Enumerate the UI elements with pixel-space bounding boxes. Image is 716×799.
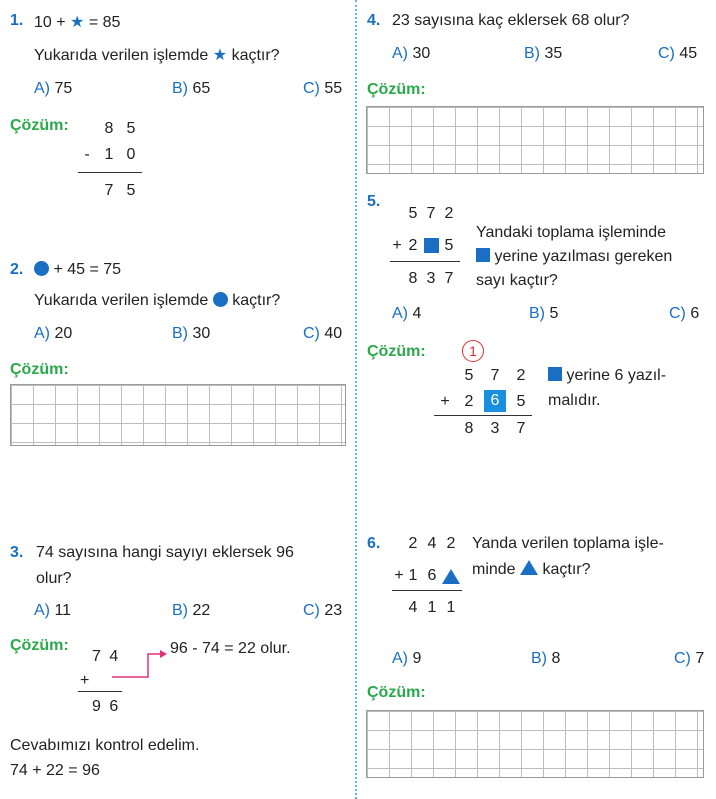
question-prompt bbox=[34, 45, 280, 65]
solution-note: 96 - 74 = 22 olur. bbox=[170, 640, 291, 657]
star-icon: ★ bbox=[212, 47, 228, 64]
question-number: 1. bbox=[10, 12, 24, 29]
solution-label: Çözüm: bbox=[367, 343, 426, 360]
digit: 5 bbox=[126, 182, 136, 199]
solution-label: Çözüm: bbox=[10, 361, 69, 378]
digit: 2 bbox=[446, 535, 456, 552]
digit: 6 bbox=[427, 567, 437, 584]
star-icon: ★ bbox=[70, 14, 85, 31]
sum-line bbox=[392, 590, 462, 591]
digit: 4 bbox=[427, 535, 437, 552]
plus-sign: + bbox=[394, 567, 404, 584]
question-number: 3. bbox=[10, 544, 24, 561]
digit: 0 bbox=[126, 146, 136, 163]
answer-grid[interactable] bbox=[366, 106, 704, 174]
option-b[interactable]: B) 8 bbox=[531, 650, 561, 667]
prompt-text: minde bbox=[472, 561, 516, 578]
question-prompt: 23 sayısına kaç eklersek 68 olur? bbox=[392, 12, 630, 29]
arrow-connector bbox=[108, 648, 168, 684]
option-c[interactable]: C) 7 bbox=[674, 650, 705, 667]
prompt-line bbox=[472, 560, 591, 579]
addend-top: 7 4 bbox=[92, 648, 121, 665]
digit: 7 bbox=[516, 420, 526, 437]
option-c[interactable]: C) 55 bbox=[303, 80, 343, 97]
option-a[interactable]: A) 75 bbox=[34, 80, 73, 97]
square-icon bbox=[548, 367, 562, 381]
prompt-line bbox=[476, 248, 672, 266]
option-c[interactable]: C) 23 bbox=[303, 602, 343, 619]
plus-sign: + bbox=[440, 393, 450, 410]
sum-line bbox=[78, 172, 142, 173]
digit: 3 bbox=[426, 270, 436, 287]
prompt-line: olur? bbox=[36, 570, 72, 587]
solution-label: Çözüm: bbox=[10, 637, 69, 654]
prompt-text: yerine yazılması gereken bbox=[494, 248, 673, 265]
sum-line bbox=[78, 691, 122, 692]
digit: 5 bbox=[444, 237, 454, 254]
option-a[interactable]: A) 30 bbox=[392, 45, 431, 62]
question-equation bbox=[34, 12, 120, 32]
column-divider bbox=[355, 0, 357, 799]
digit: 7 bbox=[104, 182, 114, 199]
equation-right: + 45 = 75 bbox=[53, 261, 122, 278]
prompt-text: kaçtır? bbox=[232, 292, 281, 309]
answer-grid[interactable] bbox=[366, 710, 704, 778]
question-equation bbox=[34, 261, 121, 279]
digit: 2 bbox=[408, 237, 418, 254]
digit: 8 bbox=[408, 270, 418, 287]
option-c[interactable]: C) 40 bbox=[303, 325, 343, 342]
digit: 5 bbox=[516, 393, 526, 410]
digit: 8 bbox=[104, 120, 114, 137]
circle-icon bbox=[213, 292, 228, 307]
option-a[interactable]: A) 20 bbox=[34, 325, 73, 342]
option-b[interactable]: B) 22 bbox=[172, 602, 211, 619]
digit: 1 bbox=[427, 599, 437, 616]
prompt-line: Yanda verilen toplama işle- bbox=[472, 535, 664, 552]
question-number: 4. bbox=[367, 12, 381, 29]
option-b[interactable]: B) 35 bbox=[524, 45, 563, 62]
solution-note: malıdır. bbox=[548, 392, 601, 409]
digit: 2 bbox=[464, 393, 474, 410]
option-a[interactable]: A) 9 bbox=[392, 650, 422, 667]
option-a[interactable]: A) 4 bbox=[392, 305, 422, 322]
digit: 5 bbox=[464, 367, 474, 384]
sum-result: 9 6 bbox=[92, 698, 121, 715]
prompt-line: sayı kaçtır? bbox=[476, 272, 558, 289]
digit: 2 bbox=[408, 535, 418, 552]
triangle-icon bbox=[520, 560, 538, 575]
equation-left: 10 + bbox=[34, 14, 66, 31]
sum-line bbox=[390, 261, 460, 262]
prompt-text: kaçtır? bbox=[542, 561, 591, 578]
prompt-text: kaçtır? bbox=[231, 47, 280, 64]
option-b[interactable]: B) 65 bbox=[172, 80, 211, 97]
digit: 3 bbox=[490, 420, 500, 437]
digit: 2 bbox=[444, 205, 454, 222]
option-c[interactable]: C) 6 bbox=[669, 305, 700, 322]
digit: 1 bbox=[446, 599, 456, 616]
plus-sign: + bbox=[80, 672, 90, 689]
option-b[interactable]: B) 5 bbox=[529, 305, 559, 322]
circle-icon bbox=[34, 261, 49, 276]
check-text: Cevabımızı kontrol edelim. bbox=[10, 737, 200, 754]
prompt-text: Yukarıda verilen işlemde bbox=[34, 47, 209, 64]
digit: 8 bbox=[464, 420, 474, 437]
option-b[interactable]: B) 30 bbox=[172, 325, 211, 342]
solution-label: Çözüm: bbox=[367, 684, 426, 701]
digit: 1 bbox=[408, 567, 418, 584]
prompt-line: Yandaki toplama işleminde bbox=[476, 224, 667, 241]
question-number: 6. bbox=[367, 535, 381, 552]
check-equation: 74 + 22 = 96 bbox=[10, 762, 100, 779]
square-icon bbox=[476, 248, 490, 262]
sum-line bbox=[434, 415, 532, 416]
highlighted-digit: 6 bbox=[484, 390, 506, 412]
minus-sign: - bbox=[84, 146, 90, 163]
solution-label: Çözüm: bbox=[367, 81, 426, 98]
option-c[interactable]: C) 45 bbox=[658, 45, 698, 62]
step-marker: 1 bbox=[462, 340, 484, 362]
answer-grid[interactable] bbox=[10, 384, 346, 446]
equation-right: = 85 bbox=[88, 14, 121, 31]
digit: 7 bbox=[490, 367, 500, 384]
digit: 2 bbox=[516, 367, 526, 384]
square-icon bbox=[424, 238, 439, 253]
solution-note bbox=[548, 367, 666, 385]
digit: 4 bbox=[408, 599, 418, 616]
question-number: 5. bbox=[367, 193, 381, 210]
solution-label: Çözüm: bbox=[10, 117, 69, 134]
note-text: yerine 6 yazıl- bbox=[566, 367, 667, 384]
triangle-icon bbox=[442, 569, 460, 584]
digit: 7 bbox=[426, 205, 436, 222]
question-number: 2. bbox=[10, 261, 24, 278]
digit: 5 bbox=[126, 120, 136, 137]
option-a[interactable]: A) 11 bbox=[34, 602, 72, 619]
prompt-line: 74 sayısına hangi sayıyı eklersek 96 bbox=[36, 544, 294, 561]
digit: 1 bbox=[104, 146, 114, 163]
digit: 5 bbox=[408, 205, 418, 222]
question-prompt bbox=[34, 292, 280, 310]
prompt-text: Yukarıda verilen işlemde bbox=[34, 292, 209, 309]
digit: 7 bbox=[444, 270, 454, 287]
plus-sign: + bbox=[392, 237, 402, 254]
